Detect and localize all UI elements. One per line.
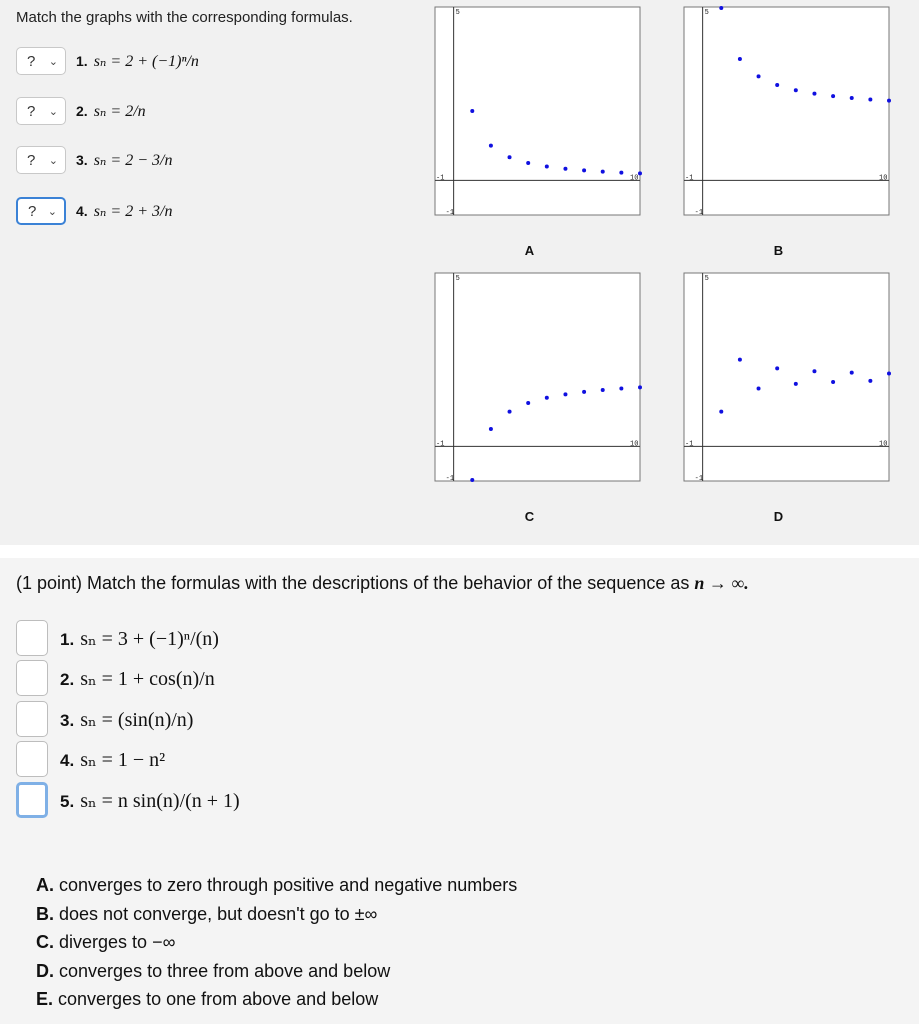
match-formula-4: 4. sₙ = 1 − n² xyxy=(60,748,166,771)
sequence-point xyxy=(775,366,779,370)
y-min-tick-label: -1 xyxy=(445,475,455,483)
sequence-point xyxy=(508,410,512,414)
graph-d xyxy=(664,271,893,524)
formula-1: 1. sₙ = 2 + (−1)ⁿ/n xyxy=(76,53,199,70)
sequence-point xyxy=(601,388,605,392)
plot-area xyxy=(435,7,640,215)
y-max-tick-label: 5 xyxy=(455,9,460,17)
question-text: (1 point) Match the formulas with the descriptions of the behavior of the sequence as n → ∞. xyxy=(16,573,749,593)
match-row-2 xyxy=(16,658,215,698)
formula-row-3 xyxy=(16,145,172,175)
chevron-down-icon: ⌄ xyxy=(48,105,58,118)
match-formula-2: 2. sₙ = 1 + cos(n)/n xyxy=(60,667,215,690)
sequence-point xyxy=(619,387,623,391)
sequence-point xyxy=(850,96,854,100)
sequence-point xyxy=(831,94,835,98)
x-min-tick-label: -1 xyxy=(685,440,694,449)
sequence-point xyxy=(601,170,605,174)
sequence-point xyxy=(582,390,586,394)
instruction-text: Match the graphs with the corresponding formulas. xyxy=(16,9,353,26)
answer-select-1[interactable]: ? ⌄ xyxy=(16,47,66,75)
graph-c xyxy=(415,271,644,524)
description-e: E. converges to one from above and below xyxy=(36,989,379,1009)
sequence-point xyxy=(775,83,779,87)
match-formula-1: 1. sₙ = 3 + (−1)ⁿ/(n) xyxy=(60,627,219,650)
plot-area xyxy=(684,273,889,481)
match-formula-3: 3. sₙ = (sin(n)/n) xyxy=(60,708,194,731)
sequence-point xyxy=(757,74,761,78)
plot-area xyxy=(684,7,889,215)
answer-box-3[interactable] xyxy=(16,701,48,737)
match-row-1 xyxy=(16,618,219,658)
x-min-tick-label: -1 xyxy=(436,440,445,449)
graph-b-label: B xyxy=(773,243,784,258)
formula-3: 3. sₙ = 2 − 3/n xyxy=(76,152,173,169)
sequence-point xyxy=(738,358,742,362)
sequence-point xyxy=(545,164,549,168)
sequence-point xyxy=(582,168,586,172)
sequence-point xyxy=(619,171,623,175)
sequence-point xyxy=(470,109,474,113)
formula-2: 2. sₙ = 2/n xyxy=(76,103,146,120)
y-min-tick-label: -1 xyxy=(445,209,455,217)
sequence-point xyxy=(850,371,854,375)
y-max-tick-label: 5 xyxy=(704,275,709,283)
graph-c-plot xyxy=(415,271,644,499)
formula-row-1 xyxy=(16,46,199,76)
graph-a-plot xyxy=(415,5,644,233)
sequence-point xyxy=(526,161,530,165)
sequence-point xyxy=(719,6,723,10)
chevron-down-icon: ⌄ xyxy=(47,205,57,218)
x-max-tick-label: 10 xyxy=(630,440,639,449)
sequence-point xyxy=(794,382,798,386)
sequence-point xyxy=(757,387,761,391)
chevron-down-icon: ⌄ xyxy=(48,154,58,167)
graph-c-label: C xyxy=(524,509,535,524)
match-row-3 xyxy=(16,699,193,739)
match-row-5 xyxy=(16,780,240,820)
formula-4: 4. sₙ = 2 + 3/n xyxy=(76,203,173,220)
description-d: D. converges to three from above and below xyxy=(36,961,391,981)
graph-b xyxy=(664,5,893,258)
answer-select-3[interactable]: ? ⌄ xyxy=(16,146,66,174)
answer-box-4[interactable] xyxy=(16,741,48,777)
sequence-point xyxy=(489,144,493,148)
match-row-4 xyxy=(16,739,165,779)
sequence-point xyxy=(887,99,891,103)
sequence-point xyxy=(545,396,549,400)
graph-d-label: D xyxy=(773,509,784,524)
answer-box-1[interactable] xyxy=(16,620,48,656)
sequence-point xyxy=(563,392,567,396)
sequence-point xyxy=(738,57,742,61)
graph-b-plot xyxy=(664,5,893,233)
answer-select-2[interactable]: ? ⌄ xyxy=(16,97,66,125)
sequence-point xyxy=(868,97,872,101)
match-formula-5: 5. sₙ = n sin(n)/(n + 1) xyxy=(60,789,240,812)
sequence-point xyxy=(489,427,493,431)
sequence-point xyxy=(563,167,567,171)
x-max-tick-label: 10 xyxy=(879,440,888,449)
y-min-tick-label: -1 xyxy=(694,475,704,483)
sequence-point xyxy=(794,88,798,92)
graph-a xyxy=(415,5,644,258)
sequence-point xyxy=(868,379,872,383)
sequence-point xyxy=(638,171,642,175)
y-max-tick-label: 5 xyxy=(455,275,460,283)
formula-row-4 xyxy=(16,196,172,226)
sequence-point xyxy=(812,92,816,96)
description-b: B. does not converge, but doesn't go to ±∞ xyxy=(36,904,378,924)
sequence-point xyxy=(812,369,816,373)
description-a: A. converges to zero through positive and negative numbers xyxy=(36,875,518,895)
graph-a-label: A xyxy=(524,243,535,258)
graph-d-plot xyxy=(664,271,893,499)
sequence-point xyxy=(526,401,530,405)
chevron-down-icon: ⌄ xyxy=(48,55,58,68)
sequence-point xyxy=(719,410,723,414)
x-min-tick-label: -1 xyxy=(436,174,445,183)
sequence-point xyxy=(638,385,642,389)
x-max-tick-label: 10 xyxy=(879,174,888,183)
plot-area xyxy=(435,273,640,481)
sequence-point xyxy=(508,155,512,159)
formula-row-2 xyxy=(16,96,146,126)
answer-box-2[interactable] xyxy=(16,660,48,696)
sequence-point xyxy=(470,478,474,482)
y-max-tick-label: 5 xyxy=(704,9,709,17)
sequence-point xyxy=(831,380,835,384)
x-min-tick-label: -1 xyxy=(685,174,694,183)
x-max-tick-label: 10 xyxy=(630,174,639,183)
y-min-tick-label: -1 xyxy=(694,209,704,217)
description-c: C. diverges to −∞ xyxy=(36,932,176,952)
answer-select-4[interactable]: ? ⌄ xyxy=(16,197,66,225)
answer-box-5[interactable] xyxy=(16,782,48,818)
sequence-point xyxy=(887,372,891,376)
